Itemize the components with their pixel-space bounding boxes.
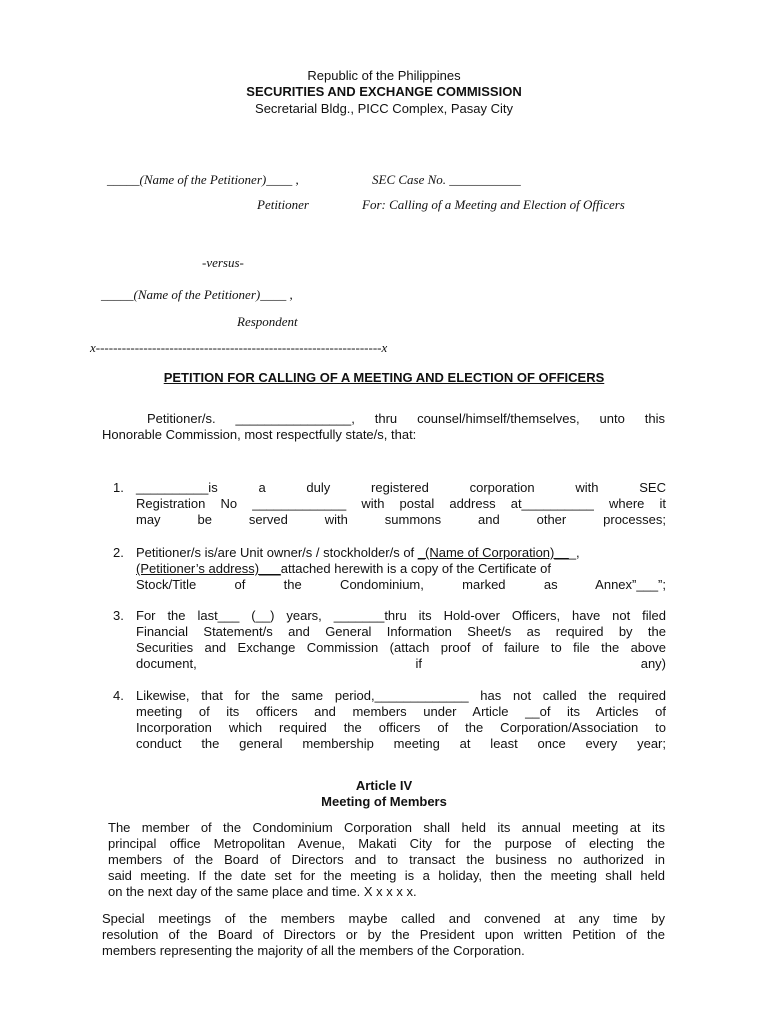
petitioner-address-blank: (Petitioner’s address)___ — [136, 561, 281, 576]
article-p1-line-1: The member of the Condominium Corporation shall held its annual meeting at its — [108, 820, 665, 835]
item-2-line-1 — [136, 545, 580, 560]
item-1-line-3: may be served with summons and other processes; — [136, 512, 666, 527]
item-2-line-3: Stock/Title of the Condominium, marked as Annex”___”; — [136, 577, 666, 592]
item-number: 2. — [113, 545, 124, 560]
caption-divider: x------------------------------------------------------------------x — [90, 340, 388, 355]
versus-label: -versus- — [202, 255, 244, 270]
article-p2-line-3: members representing the majority of all the members of the Corporation. — [102, 943, 525, 958]
item-2-line-1-end: _, — [568, 545, 580, 560]
header-republic: Republic of the Philippines — [307, 68, 461, 83]
sec-case-number: SEC Case No. ___________ — [372, 172, 521, 187]
petition-title: PETITION FOR CALLING OF A MEETING AND ELECTION OF OFFICERS — [163, 370, 605, 385]
item-number: 3. — [113, 608, 124, 623]
intro-line-2: Honorable Commission, most respectfully state/s, that: — [102, 427, 417, 442]
case-subject: For: Calling of a Meeting and Election of Officers — [362, 197, 625, 212]
article-p2-line-2: resolution of the Board of Directors or by the President upon written Petition of the — [102, 927, 665, 942]
petitioner-name-blank: _____(Name of the Petitioner)____ , — [107, 172, 299, 187]
article-p2-line-1: Special meetings of the members maybe called and convened at any time by — [102, 911, 665, 926]
article-p1-line-4: said meeting. If the date set for the meeting is a holiday, then the meeting shall held — [108, 868, 665, 883]
item-4-line-4: conduct the general membership meeting at least once every year; — [136, 736, 666, 751]
item-number: 4. — [113, 688, 124, 703]
respondent-name-blank: _____(Name of the Petitioner)____ , — [101, 287, 293, 302]
article-p1-line-5: on the next day of the same place and time. X x x x x. — [108, 884, 417, 899]
item-3-line-4: document, if any) — [136, 656, 666, 671]
intro-line-1: Petitioner/s. ________________, thru counsel/himself/themselves, unto this — [147, 411, 665, 426]
article-subheading: Meeting of Members — [321, 794, 447, 809]
item-4-line-2: meeting of its officers and members under Article __of its Articles of — [136, 704, 666, 719]
header-agency: SECURITIES AND EXCHANGE COMMISSION — [246, 84, 522, 99]
item-2-line-2-text: attached herewith is a copy of the Certificate of — [280, 561, 552, 576]
petitioner-label: Petitioner — [257, 197, 309, 212]
corporation-name-blank: _(Name of Corporation)__ — [417, 545, 569, 560]
item-4-line-1: Likewise, that for the same period,_____________ has not called the required — [136, 688, 666, 703]
article-p1-line-2: principal office Metropolitan Avenue, Makati City for the purpose of electing the — [108, 836, 665, 851]
respondent-label: Respondent — [237, 314, 298, 329]
item-1-line-2: Registration No _____________ with postal address at__________ where it — [136, 496, 666, 511]
item-3-line-3: Securities and Exchange Commission (attach proof of failure to file the above — [136, 640, 666, 655]
header-address: Secretarial Bldg., PICC Complex, Pasay City — [255, 101, 513, 116]
item-3-line-2: Financial Statement/s and General Information Sheet/s as required by the — [136, 624, 666, 639]
item-1-line-1: __________is a duly registered corporation with SEC — [136, 480, 666, 495]
item-4-line-3: Incorporation which required the officers of the Corporation/Association to — [136, 720, 666, 735]
item-2-line-2 — [136, 561, 551, 576]
item-2-line-1-text: Petitioner/s is/are Unit owner/s / stockholder/s of — [136, 545, 418, 560]
article-heading: Article IV — [355, 778, 413, 793]
item-number: 1. — [113, 480, 124, 495]
item-3-line-1: For the last___ (__) years, _______thru its Hold-over Officers, have not filed — [136, 608, 666, 623]
article-p1-line-3: members of the Board of Directors and to transact the business no authorized in — [108, 852, 665, 867]
